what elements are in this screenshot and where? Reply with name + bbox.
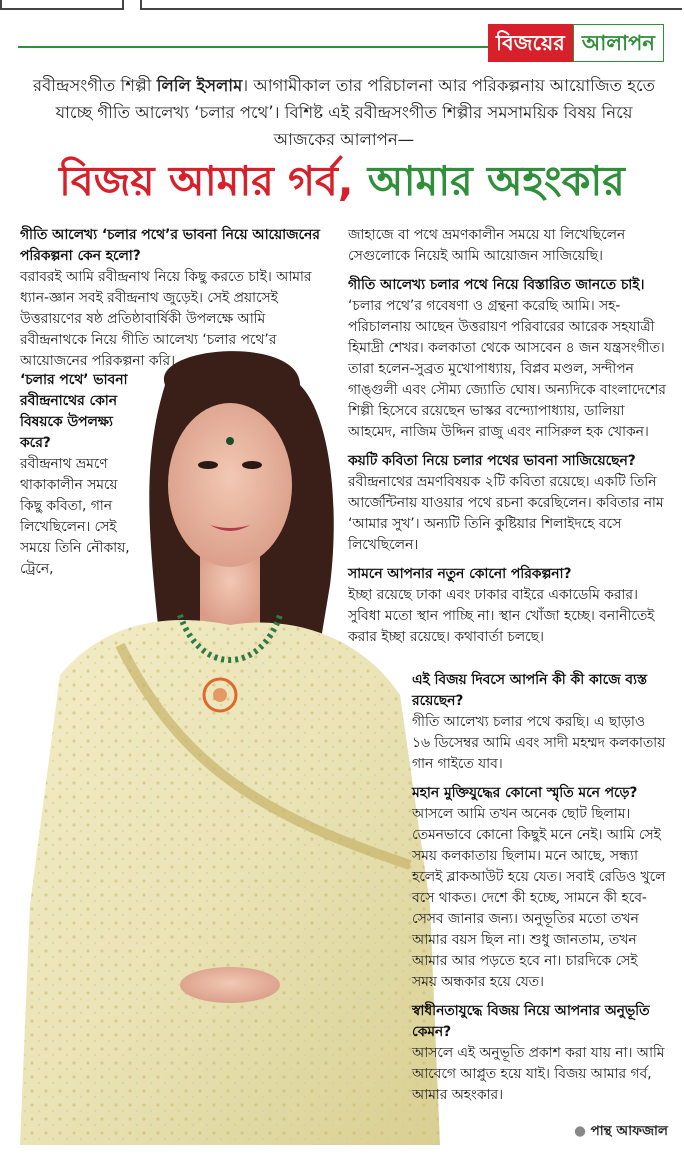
intro-paragraph bbox=[24, 72, 664, 153]
right-a0: জাহাজে বা পথে ভ্রমণকালীন সময়ে যা লিখেছিলেন সেগুলোকে নিয়েই আমি আয়োজন সাজিয়েছি। bbox=[348, 227, 626, 264]
right-a1: ‘চলার পথে’র গবেষণা ও গ্রন্থনা করেছি আমি। সহ-পরিচালনায় আছেন উত্তরায়ণ পরিবারের আরেক সহযাত্রী হিমাদ্রী শেখর। কলকাতা থেকে আসবেন ৪ জন যন্ত্রসংগীত। তারা হলেন-সুব্রত মুখোপাধ্যায়, বিপ্লব মণ্ডল, সন্দীপন গাঙ্গুলী এবং সৌম্য জ্যোতি ঘোষ। অন্যদিকে বাংলাদেশের শিল্পী হিসেবে রয়েছেন ভাস্কর বন্দ্যোপাধ্যায়, ডালিয়া আহমেদ, নাজিম উদ্দিন রাজু এবং নাসিরুল হক খোকন। bbox=[348, 298, 666, 440]
right-q2: কয়টি কবিতা নিয়ে চলার পথের ভাবনা সাজিয়েছেন? bbox=[348, 453, 636, 469]
right-column-upper bbox=[348, 225, 666, 648]
headline-red: বিজয় আমার গর্ব, bbox=[59, 157, 354, 205]
left-a2: রবীন্দ্রনাথ ভ্রমণে থাকাকালীন সময়ে কিছু কবিতা, গান লিখেছিলেন। সেই সময়ে তিনি নৌকায়, ট্রেনে, bbox=[20, 456, 130, 577]
photo-credit-name: পান্থ আফজাল bbox=[590, 1123, 668, 1139]
top-border-strip bbox=[0, 0, 684, 14]
right-a2: রবীন্দ্রনাথের ভ্রমণবিষয়ক ২টি কবিতা রয়েছে। একটি তিনি আর্জেন্টিনায় যাওয়ার পথে রচনা করেছিলেন। কবিতার নাম ‘আমার সুখ’। অন্যটি তিনি কুষ্টিয়ার শিলাইদহে বসে লিখেছিলেন। bbox=[348, 474, 664, 553]
left-column bbox=[20, 225, 332, 372]
left-column-narrow bbox=[20, 370, 132, 580]
right-a4: গীতি আলেখ্য চলার পথে করছি। এ ছাড়াও ১৬ ডিসেম্বর আমি এবং সাদী মহম্মদ কলকাতায় গান গাইতে যাব। bbox=[412, 714, 666, 772]
right-q1: গীতি আলেখ্য চলার পথে নিয়ে বিস্তারিত জানতে চাই। bbox=[348, 277, 645, 293]
intro-artist-name: লিলি ইসলাম bbox=[156, 76, 243, 95]
section-badge-left: বিজয়ের bbox=[488, 24, 573, 62]
section-rule bbox=[18, 46, 488, 48]
left-q1: গীতি আলেখ্য ‘চলার পথে’র ভাবনা নিয়ে আয়োজনের পরিকল্পনা কেন হলো? bbox=[20, 227, 320, 264]
right-a5: আসলে আমি তখন অনেক ছোট ছিলাম। তেমনভাবে কোনো কিছুই মনে নেই। আমি সেই সময় কলকাতায় ছিলাম। মনে আছে, সন্ধ্যা হলেই ব্লাকআউট হয়ে যেত। সবাই রেডিও খুলে বসে থাকত। দেশে কী হচ্ছে, সামনে কী হবে-সেসব জানার জন্য। অনুভূতির মতো তখন আমার বয়স ছিল না। শুধু জানতাম, তখন আমার আর পড়তে হবে না। চারদিকে সেই সময় অন্ধকার হয়ে যেত। bbox=[412, 806, 666, 990]
section-badge-right: আলাপন bbox=[573, 24, 664, 62]
headline bbox=[0, 152, 684, 210]
section-badge bbox=[488, 24, 664, 62]
right-column-lower bbox=[412, 670, 666, 1106]
right-q4: এই বিজয় দিবসে আপনি কী কী কাজে ব্যস্ত রয়েছেন? bbox=[412, 672, 647, 709]
bullet-icon: ● bbox=[574, 1123, 591, 1139]
intro-part2: । আগামীকাল তার পরিচালনা আর পরিকল্পনায় আয়োজিত হতে যাচ্ছে গীতি আলেখ্য ‘চলার পথে’। বিশিষ্ট এই রবীন্দ্রসংগীত শিল্পীর সমসাময়িক বিষয় নিয়ে আজকের আলাপন— bbox=[55, 76, 655, 149]
photo-credit bbox=[574, 1120, 668, 1143]
left-a1: বরাবরই আমি রবীন্দ্রনাথ নিয়ে কিছু করতে চাই। আমার ধ্যান-জ্ঞান সবই রবীন্দ্রনাথ জুড়েই। সেই প্রয়াসেই উত্তরায়ণের ষষ্ঠ প্রতিষ্ঠাবার্ষিকী উপলক্ষে আমি রবীন্দ্রনাথকে নিয়ে গীতি আলেখ্য ‘চলার পথে’র আয়োজনের পরিকল্পনা করি। bbox=[20, 269, 312, 369]
intro-part1: রবীন্দ্রসংগীত শিল্পী bbox=[33, 76, 157, 95]
headline-green: আমার অহংকার bbox=[367, 157, 625, 205]
right-q5: মহান মুক্তিযুদ্ধের কোনো স্মৃতি মনে পড়ে? bbox=[412, 785, 638, 801]
right-q6: স্বাধীনতাযুদ্ধে বিজয় নিয়ে আপনার অনুভূতি কেমন? bbox=[412, 1003, 650, 1040]
right-a6: আসলে এই অনুভূতি প্রকাশ করা যায় না। আমি আবেগে আপ্লুত হয়ে যাই। বিজয় আমার গর্ব, আমার অহংকার। bbox=[412, 1045, 665, 1103]
right-a3: ইচ্ছা রয়েছে ঢাকা এবং ঢাকার বাইরে একাডেমি করার। সুবিধা মতো স্থান পাচ্ছি না। স্থান খোঁজা হচ্ছে। বনানীতেই করার ইচ্ছা রয়েছে। কথাবার্তা চলছে। bbox=[348, 587, 655, 645]
right-q3: সামনে আপনার নতুন কোনো পরিকল্পনা? bbox=[348, 566, 572, 582]
left-q2: ‘চলার পথে’ ভাবনা রবীন্দ্রনাথের কোন বিষয়কে উপলক্ষ্য করে? bbox=[20, 372, 128, 451]
